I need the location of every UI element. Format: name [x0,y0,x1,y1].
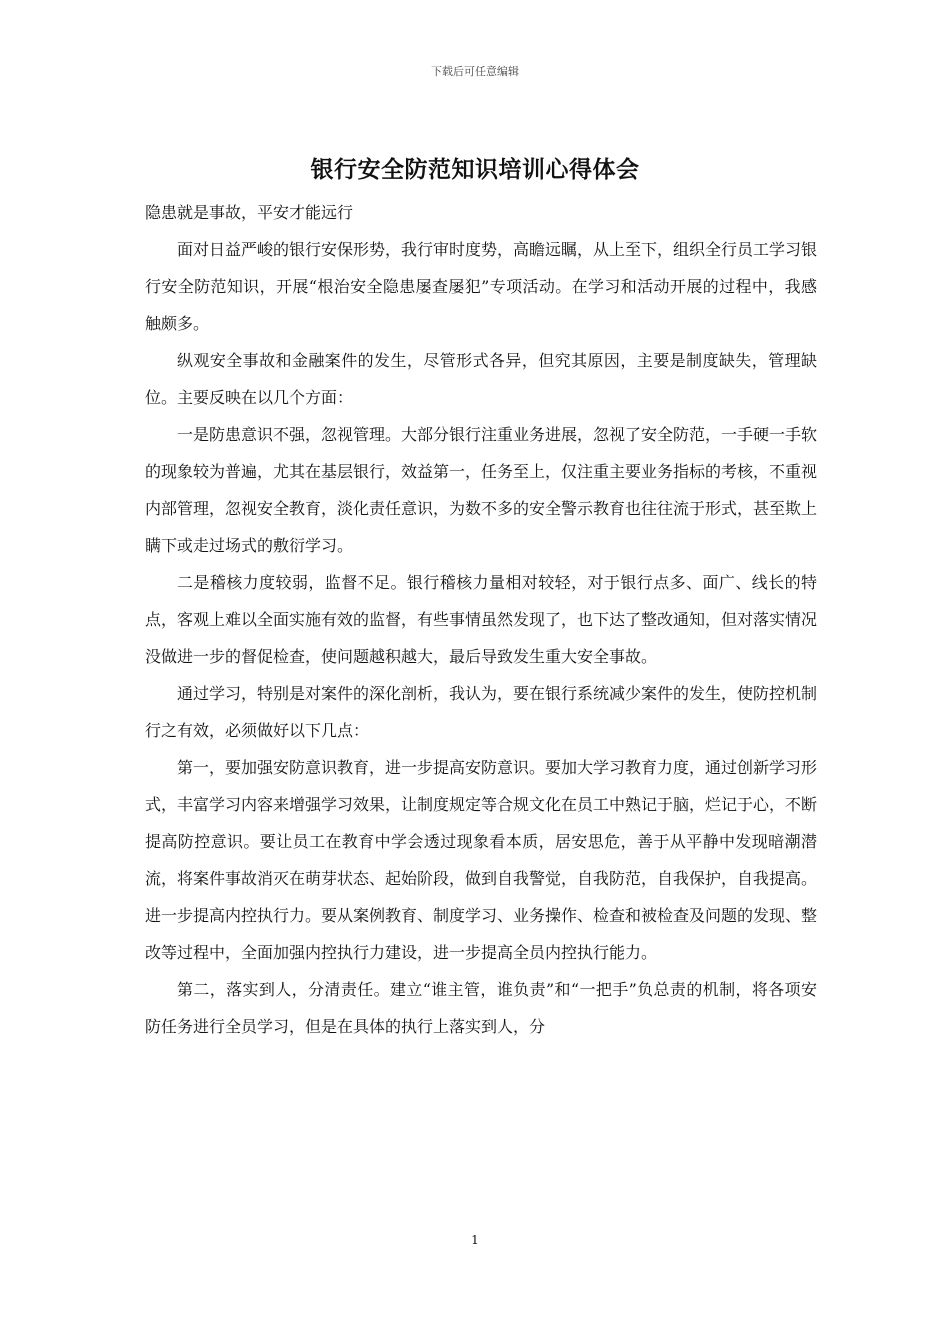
document-title: 银行安全防范知识培训心得体会 [310,156,640,183]
paragraph-intro: 面对日益严峻的银行安保形势，我行审时度势，高瞻远瞩，从上至下，组织全行员工学习银行安全防范知识，开展“根治安全隐患屡查屡犯”专项活动。在学习和活动开展的过程中，我感触颇多。 [145,240,818,333]
paragraph-point-two: 二是稽核力度较弱，监督不足。银行稽核力量相对较轻，对于银行点多、面广、线长的特点，客观上难以全面实施有效的监督，有些事情虽然发现了，也下达了整改通知，但对落实情况没做进一步的督促检查，使问题越积越大，最后导致发生重大安全事故。 [145,573,818,666]
document-subtitle: 隐患就是事故，平安才能远行 [145,203,354,222]
paragraph-conclusion: 通过学习，特别是对案件的深化剖析，我认为，要在银行系统减少案件的发生，使防控机制行之有效，必须做好以下几点： [145,684,818,740]
header-note: 下载后可任意编辑 [431,65,519,78]
paragraph-point-one: 一是防患意识不强，忽视管理。大部分银行注重业务进展，忽视了安全防范，一手硬一手软的现象较为普遍，尤其在基层银行，效益第一，任务至上，仅注重主要业务指标的考核，不重视内部管理，忽视安全教育，淡化责任意识，为数不多的安全警示教育也往往流于形式，甚至欺上瞒下或走过场式的敷衍学习。 [145,425,818,555]
document-body [145,194,817,1045]
paragraph-measure-one: 第一，要加强安防意识教育，进一步提高安防意识。要加大学习教育力度，通过创新学习形式，丰富学习内容来增强学习效果，让制度规定等合规文化在员工中熟记于脑，烂记于心，不断提高防控意识。要让员工在教育中学会透过现象看本质，居安思危，善于从平静中发现暗潮潜流，将案件事故消灭在萌芽状态、起始阶段，做到自我警觉，自我防范，自我保护，自我提高。进一步提高内控执行力。要从案例教育、制度学习、业务操作、检查和被检查及问题的发现、整改等过程中，全面加强内控执行力建设，进一步提高全员内控执行能力。 [145,758,818,962]
page-number: 1 [471,1233,479,1247]
paragraph-measure-two: 第二，落实到人，分清责任。建立“谁主管，谁负责”和“一把手”负总责的机制，将各项安防任务进行全员学习，但是在具体的执行上落实到人，分 [145,980,817,1036]
paragraph-causes: 纵观安全事故和金融案件的发生，尽管形式各异，但究其原因，主要是制度缺失，管理缺位。主要反映在以几个方面： [145,351,817,407]
